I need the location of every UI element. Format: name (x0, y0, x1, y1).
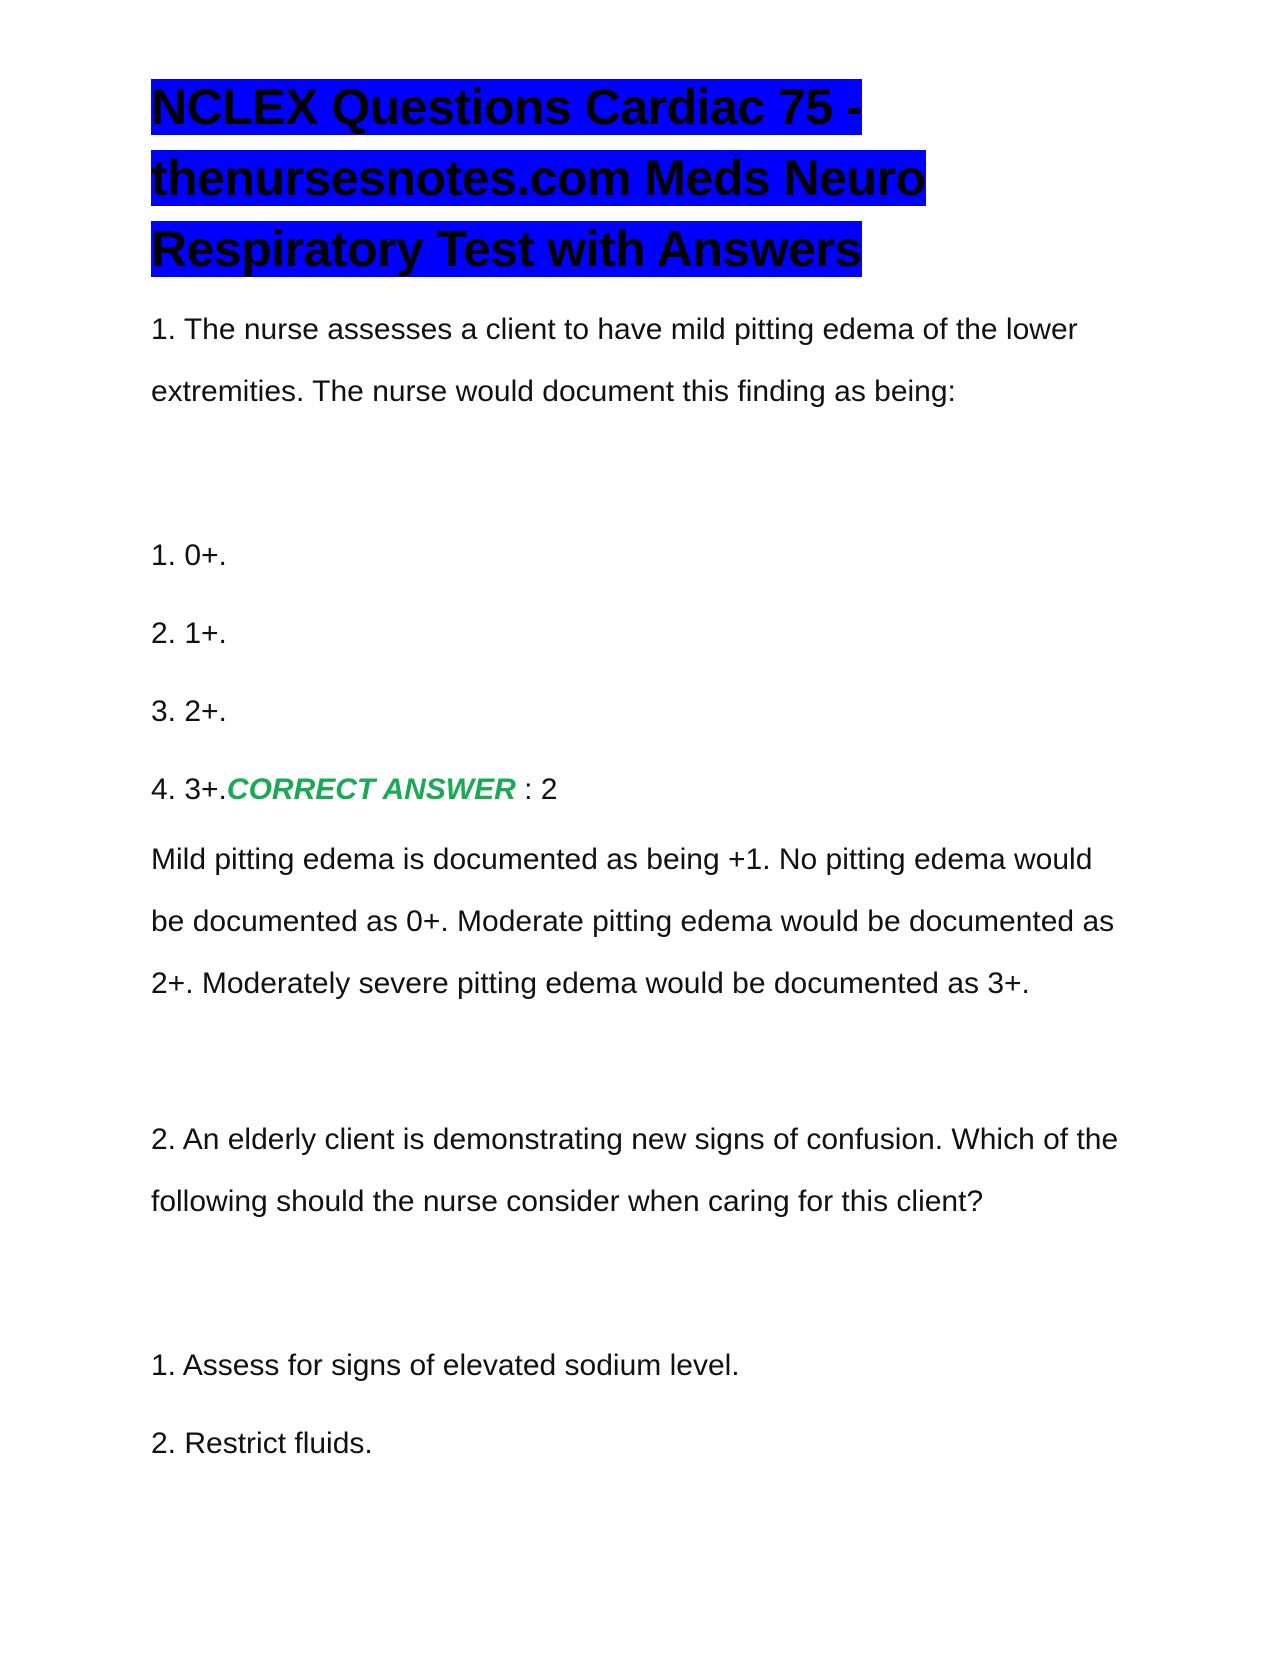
correct-answer-value: : 2 (515, 773, 558, 806)
question-1-option-1: 1. 0+. (151, 539, 227, 572)
question-1-option-2: 2. 1+. (151, 617, 227, 650)
document-page (151, 72, 1131, 1483)
question-2-stem: 2. An elderly client is demonstrating new signs of confusion. Which of the following should the nurse consider when caring for this client? (151, 1123, 1119, 1218)
correct-answer-label: CORRECT ANSWER (226, 773, 516, 806)
document-title-text: NCLEX Questions Cardiac 75 - thenursesnotes.com Meds Neuro Respiratory Test with Answers (151, 79, 926, 277)
question-2-option-2: 2. Restrict fluids. (151, 1427, 373, 1460)
question-1-explanation: Mild pitting edema is documented as being +1. No pitting edema would be documented as 0+. Moderate pitting edema would be documented as 2+. Moderately severe pitting edema would be documented as 3+. (151, 843, 1115, 1000)
document-title (151, 72, 1131, 285)
spacer (151, 1233, 1131, 1327)
question-1-option-4: 4. 3+. (151, 773, 227, 806)
question-2-option-1: 1. Assess for signs of elevated sodium level. (151, 1349, 740, 1382)
spacer (151, 1015, 1131, 1109)
question-1-option-4-row (151, 751, 1131, 829)
question-1-stem: 1. The nurse assesses a client to have mild pitting edema of the lower extremities. The nurse would document this finding as being: (151, 313, 1078, 408)
question-1-option-3: 3. 2+. (151, 695, 227, 728)
spacer (151, 423, 1131, 517)
